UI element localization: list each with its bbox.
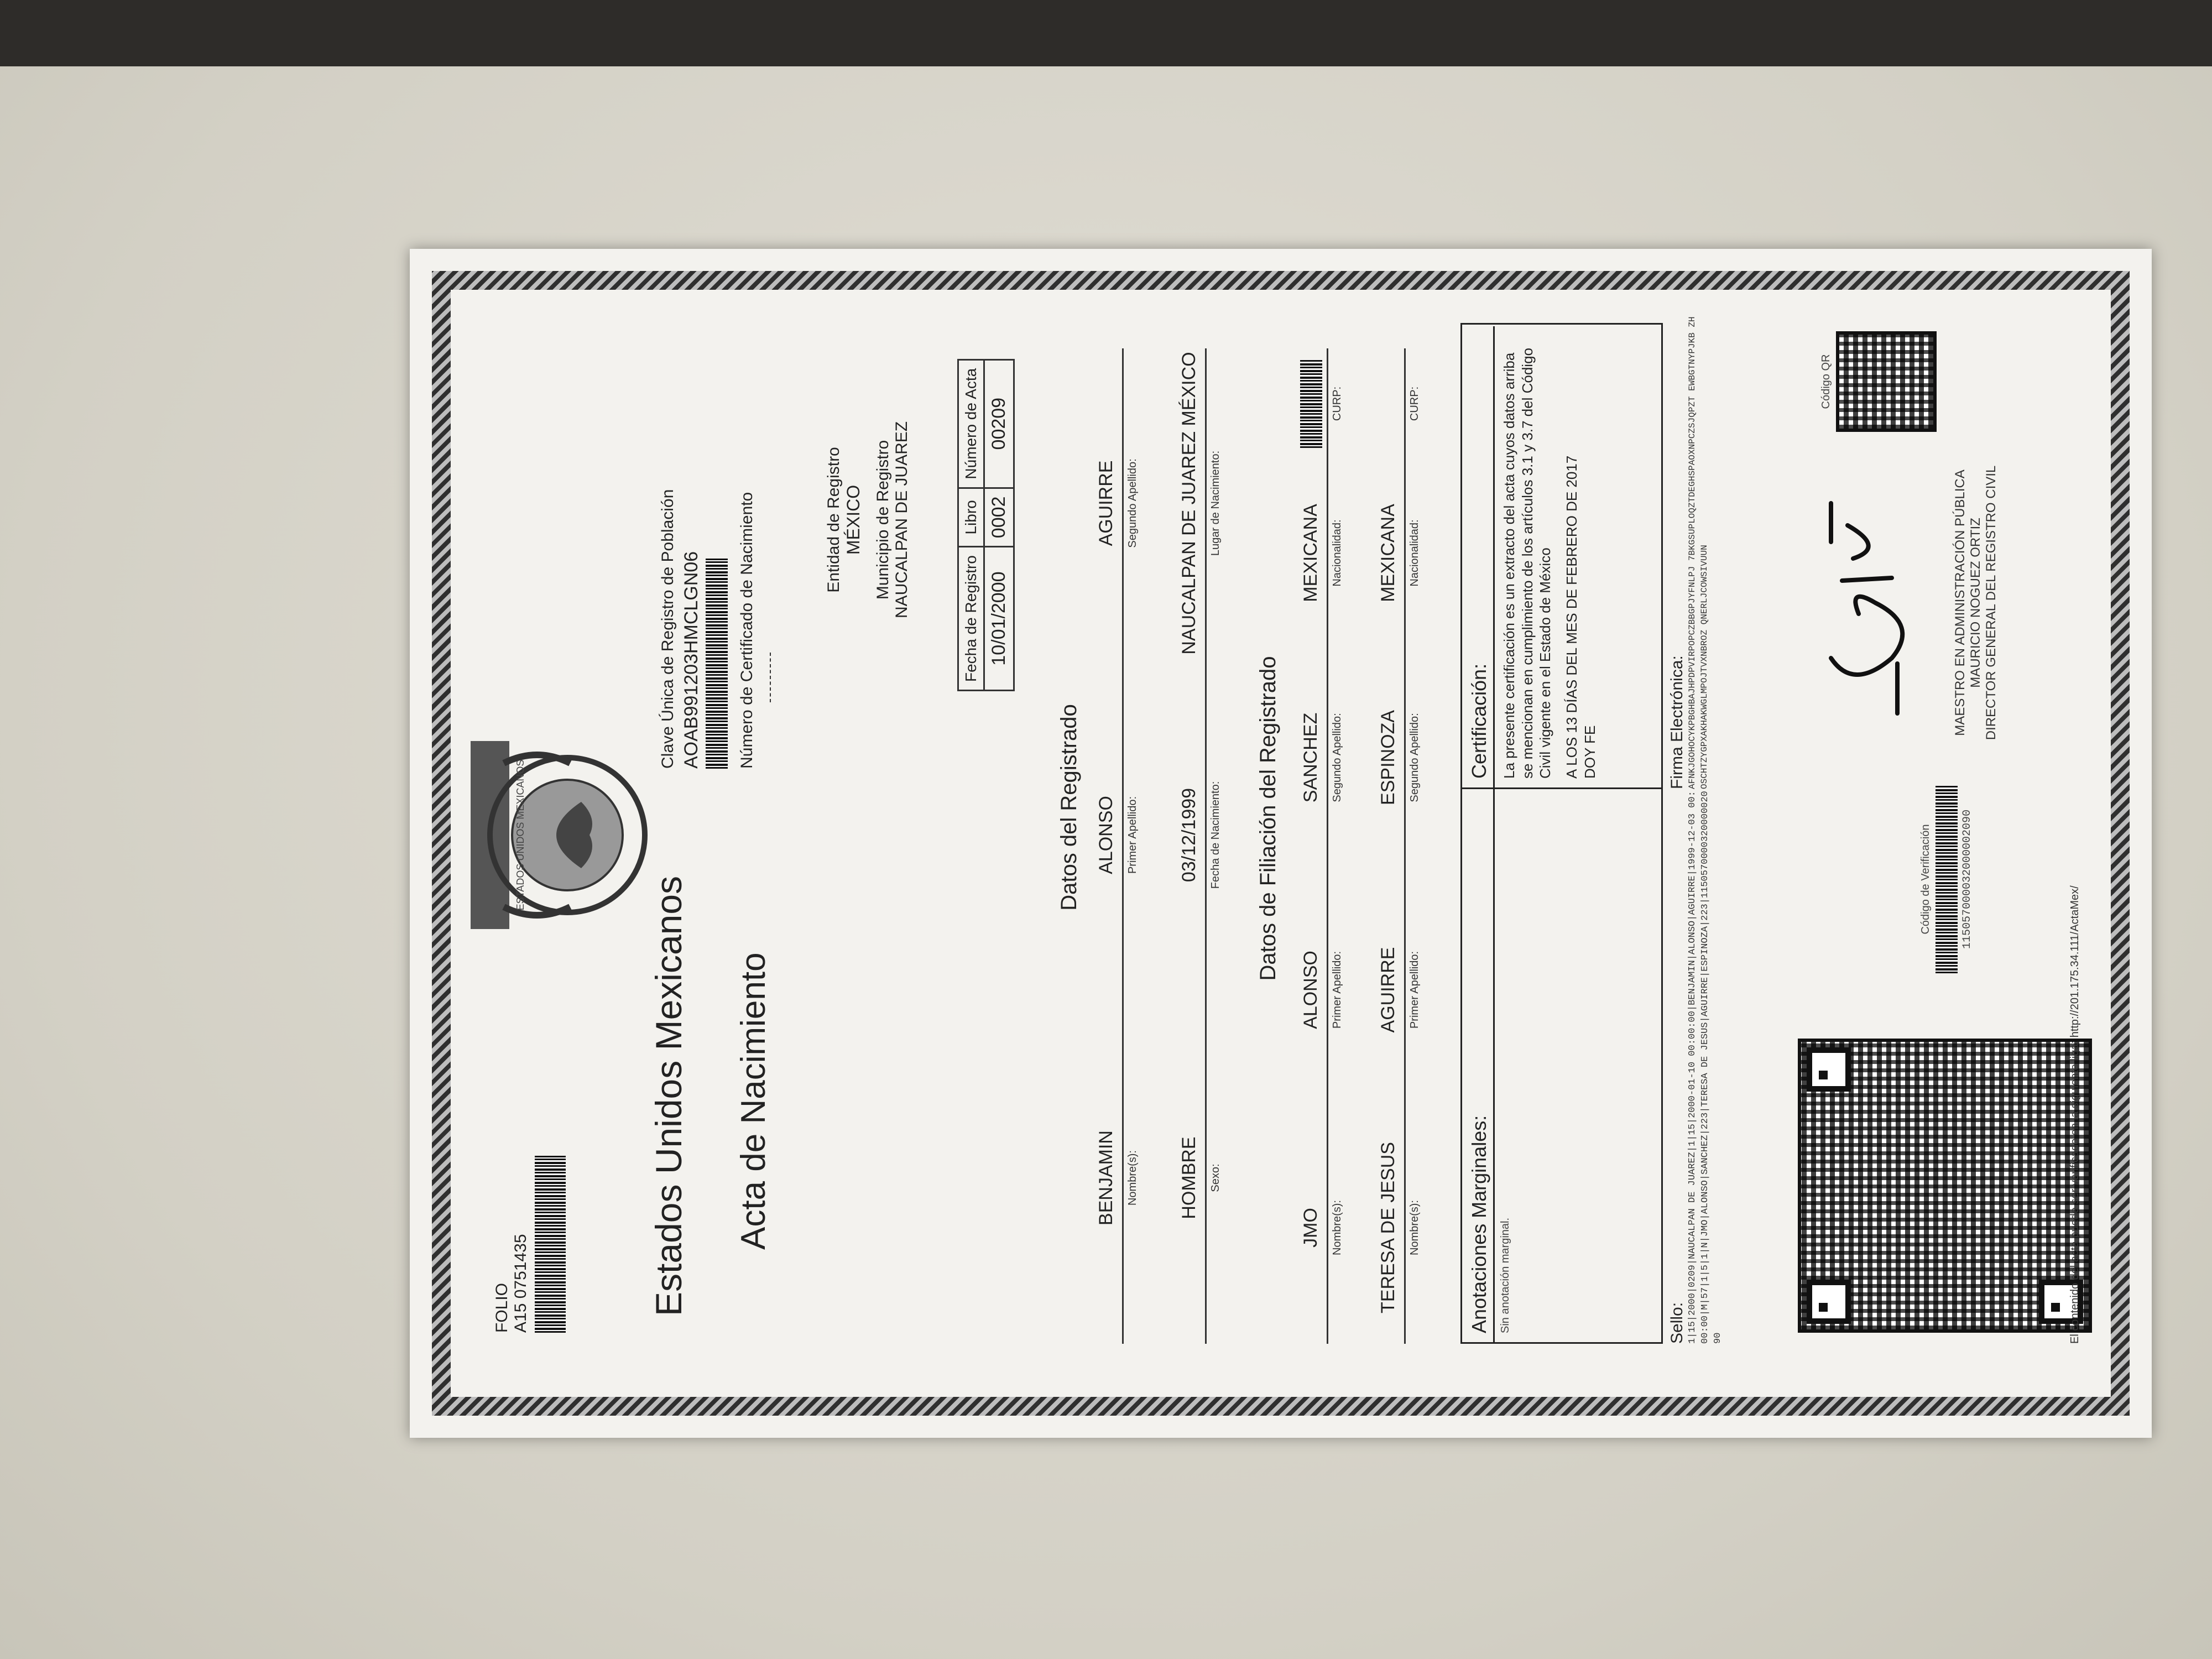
registro-libro: 0002 (984, 488, 1014, 547)
qr-finder-tl (1807, 1280, 1851, 1324)
registro-header-acta: Número de Acta (958, 359, 984, 488)
cert-num-blank (770, 653, 771, 702)
padre-row-line (1327, 348, 1328, 1344)
certificacion-date: A LOS 13 DÍAS DEL MES DE FEBRERO DE 2017 (1563, 455, 1580, 779)
madre-primer-apellido-label: Primer Apellido: (1408, 951, 1421, 1029)
registro-table (957, 359, 1015, 691)
madre-nombre-label: Nombre(s): (1408, 1200, 1421, 1256)
small-qr-block (1820, 326, 1937, 437)
certificacion-text: La presente certificación es un extracto del acta cuyos datos arriba se mencionan en cumplimiento de los artículos 3.1 y 3.7 del Código Civil vigente en el Estado de México (1501, 348, 1553, 779)
municipio-value: NAUCALPAN DE JUAREZ (893, 421, 911, 619)
anotaciones-box (1462, 787, 1661, 1342)
cert-num-label: Número de Certificado de Nacimiento (738, 492, 756, 769)
curp-label: Clave Única de Registro de Población (659, 489, 677, 769)
certificacion-doy-fe: DOY FE (1581, 725, 1598, 779)
doc-title: Acta de Nacimiento (734, 952, 773, 1250)
sello-text: 1|15|2000|0209|NAUCALPAN DE JUAREZ|1|15|2000-01-10 00:00:00|BENJAMIN|ALONSO|AGUIRRE|1999-12-03 00:00:00|M|57|1|5|1|N|JMO|ALONSO|SANCHEZ|223|TERESA DE JESUS|AGUIRRE|ESPINOZA|223|115057000032000002090 (1687, 791, 1723, 1344)
anotaciones-title: Anotaciones Marginales: (1468, 1115, 1490, 1333)
entidad-block (825, 326, 911, 713)
entidad-label: Entidad de Registro (825, 447, 843, 593)
padre-curp-barcode (1300, 359, 1322, 448)
firma-text: AFNKJGOHOCYKPBGHBAJHPDPVIRPOPCZBBGPJYFNLPJ 7BKGSUPLOQZTDEGHSPAOXNPCZSJQPZT EWBGTNYPJKB ZHOSCHTZYGPXAKHAKWGLMPOJTVXNBROZ QNERLJCOWSIVUUN (1687, 316, 1709, 789)
codigo-verificacion-block (1919, 769, 1974, 990)
registrado-nombre-label: Nombre(s): (1126, 1150, 1139, 1206)
filiacion-padre-row (1300, 321, 1366, 1344)
qr-finder-tr (1807, 1047, 1851, 1092)
codigo-verificacion-barcode (1936, 785, 1958, 973)
firma-label: Firma Electrónica: (1668, 655, 1686, 789)
annotations-certification-box (1460, 323, 1663, 1344)
registrado-lugar-nac: NAUCALPAN DE JUAREZ MÉXICO (1178, 352, 1199, 655)
registro-header-fecha: Fecha de Registro (958, 547, 984, 691)
padre-curp-label: CURP: (1331, 386, 1343, 421)
certificate-content (471, 310, 2091, 1377)
coat-of-arms-seal (471, 741, 653, 929)
filiacion-section-title: Datos de Filiación del Registrado (1256, 656, 1280, 981)
filiacion-madre-row (1378, 321, 1444, 1344)
codigo-verificacion-value: 115057000032000002090 (1961, 809, 1974, 950)
registrado-fecha-nac-label: Fecha de Nacimiento: (1209, 781, 1222, 889)
registrado-lugar-nac-label: Lugar de Nacimiento: (1209, 450, 1222, 556)
entidad-value: MÉXICO (843, 484, 863, 555)
official-line-3: DIRECTOR GENERAL DEL REGISTRO CIVIL (1984, 465, 1999, 740)
footer-verify-text: El contenido del acta puede ser verificado en la siguiente liga: http://201.175.34.111/ActaMex/ (2069, 885, 2081, 1344)
padre-segundo-apellido: SANCHEZ (1300, 712, 1321, 803)
registrado-row-1-line (1122, 348, 1124, 1344)
madre-segundo-apellido-label: Segundo Apellido: (1408, 713, 1421, 802)
certificacion-title: Certificación: (1468, 663, 1490, 779)
small-qr-code (1836, 331, 1937, 432)
sello-label: Sello: (1668, 1302, 1686, 1344)
title-block (648, 818, 773, 1316)
background-top (0, 0, 2212, 66)
curp-block (659, 382, 771, 769)
curp-barcode (706, 559, 728, 769)
registro-acta: 00209 (984, 359, 1014, 488)
official-line-1: MAESTRO EN ADMINISTRACIÓN PÚBLICA (1953, 469, 1968, 736)
registrado-fecha-nac: 03/12/1999 (1178, 787, 1199, 883)
firma-block (1668, 314, 1710, 789)
madre-nacionalidad-label: Nacionalidad: (1408, 519, 1421, 587)
madre-curp-label: CURP: (1408, 386, 1421, 421)
codigo-verificacion-label: Código de Verificación (1919, 824, 1932, 935)
padre-primer-apellido-label: Primer Apellido: (1331, 951, 1343, 1029)
padre-nacionalidad: MEXICANA (1300, 504, 1321, 602)
sello-block (1668, 791, 1725, 1344)
madre-nacionalidad: MEXICANA (1378, 504, 1399, 602)
madre-primer-apellido: AGUIRRE (1378, 947, 1399, 1033)
folio-value: A15 0751435 (512, 1234, 530, 1333)
padre-nombre: JMO (1300, 1208, 1321, 1248)
official-line-2: MAURICIO NOGUEZ ORTIZ (1968, 518, 1983, 688)
registrado-nombre: BENJAMIN (1095, 1130, 1117, 1225)
country-title: Estados Unidos Mexicanos (648, 875, 689, 1316)
seal-text: ESTADOS UNIDOS MEXICANOS (515, 759, 526, 911)
curp-value: AOAB991203HMCLGN06 (681, 551, 702, 769)
small-qr-label: Código QR (1820, 354, 1832, 409)
folio-barcode (535, 1156, 566, 1333)
madre-row-line (1404, 348, 1406, 1344)
registrado-sexo-label: Sexo: (1209, 1164, 1222, 1192)
registrado-primer-apellido-label: Primer Apellido: (1126, 796, 1139, 874)
registrado-segundo-apellido: AGUIRRE (1095, 460, 1117, 546)
madre-segundo-apellido: ESPINOZA (1378, 710, 1399, 805)
registro-fecha: 10/01/2000 (984, 547, 1014, 691)
birth-certificate-page (410, 249, 2152, 1438)
padre-primer-apellido: ALONSO (1300, 951, 1321, 1029)
folio-label: FOLIO (493, 1282, 511, 1333)
large-qr-code (1798, 1039, 2092, 1333)
official-signature (1809, 492, 1936, 724)
folio-block (493, 1112, 566, 1333)
registrado-section-title: Datos del Registrado (1057, 704, 1081, 911)
anotaciones-text: Sin anotación marginal. (1499, 1217, 1511, 1333)
municipio-label: Municipio de Registro (874, 440, 892, 600)
madre-nombre: TERESA DE JESUS (1378, 1142, 1399, 1313)
padre-nacionalidad-label: Nacionalidad: (1331, 519, 1343, 587)
certificacion-box (1462, 326, 1661, 787)
registrado-segundo-apellido-label: Segundo Apellido: (1126, 458, 1139, 548)
registrado-primer-apellido: ALONSO (1095, 796, 1117, 874)
padre-segundo-apellido-label: Segundo Apellido: (1331, 713, 1343, 802)
registrado-row-2-line (1205, 348, 1207, 1344)
padre-nombre-label: Nombre(s): (1331, 1200, 1343, 1256)
registro-header-libro: Libro (958, 488, 984, 547)
official-info (1953, 465, 1999, 741)
registrado-sexo: HOMBRE (1178, 1136, 1199, 1219)
